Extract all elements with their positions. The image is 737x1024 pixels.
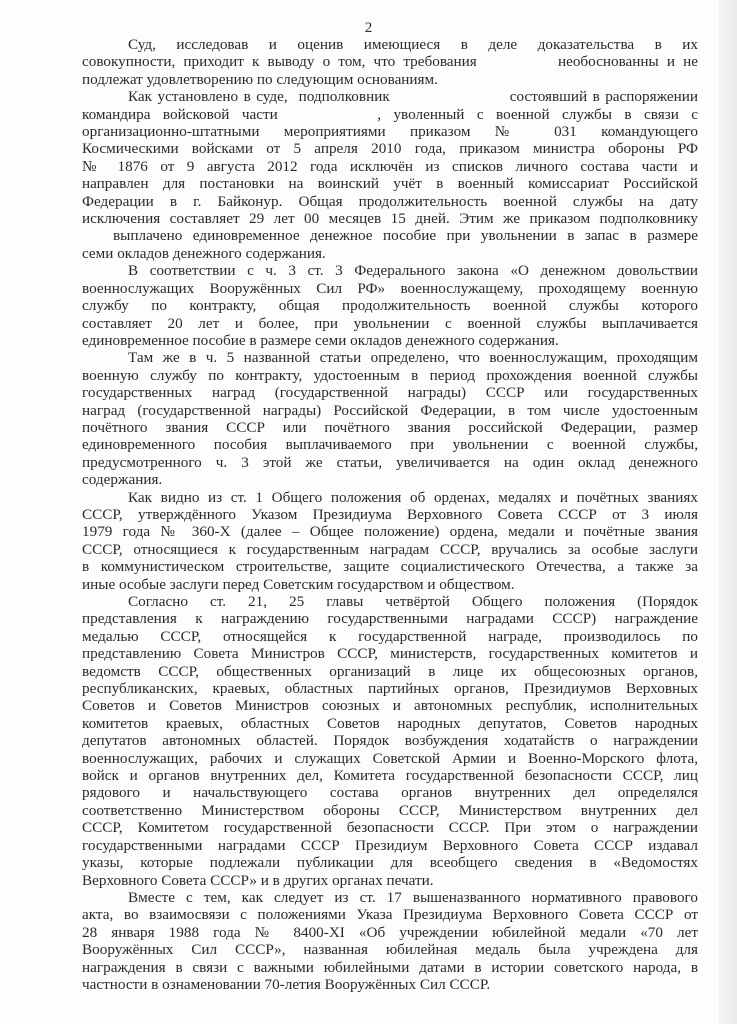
text-line: иные особые заслуги перед Советским государством и обществом. <box>82 575 515 593</box>
text-line: СССР, относящиеся к государственным наградам СССР, вручались за особые заслуги <box>82 540 698 558</box>
text-line: награждения в связи с важными юбилейными датами в истории советского народа, в <box>82 958 698 976</box>
text-line: Там же в ч. 5 названной статьи определено, что военнослужащим, проходящим <box>128 349 698 367</box>
paragraph <box>82 889 698 993</box>
text-line: республиканских, краевых, областных партийных органов, Президиумов Верховных <box>82 680 698 698</box>
document-body <box>82 36 698 993</box>
text-line: Вооружённых Сил СССР», названная юбилейная медаль была учреждена для <box>82 941 698 959</box>
text-line: В соответствии с ч. 3 ст. 3 Федерального закона «О денежном довольствии <box>128 262 698 280</box>
text-line: военнослужащих, рабочих и служащих Советской Армии и Военно-Морского флота, <box>82 749 698 767</box>
text-line: в коммунистическом строительстве, защите социалистического Отечества, а также за <box>82 558 698 576</box>
text-line: частности в ознаменовании 70-летия Вооружённых Сил СССР. <box>82 975 491 993</box>
text-line: наград (государственной награды) Российской Федерации, в том числе удостоенным <box>82 401 698 419</box>
text-line: единовременного пособия выплачиваемого при увольнении с военной службы, <box>82 436 698 454</box>
text-line: № 1876 от 9 августа 2012 года исключён из списков личного состава части и <box>82 157 698 175</box>
scan-edge <box>719 0 737 1024</box>
text-line: комитетов краевых, областных Советов народных депутатов, Советов народных <box>82 714 698 732</box>
text-line: семи окладов денежного содержания. <box>82 244 326 262</box>
text-line: составляет 20 лет и более, при увольнении с военной службы выплачивается <box>82 314 698 332</box>
paragraph <box>82 36 698 88</box>
text-line: СССР, утверждённого Указом Президиума Верховного Совета СССР от 3 июля <box>82 505 698 523</box>
text-line: военнослужащих Вооружённых Сил РФ» военнослужащему, проходящему военную <box>82 279 698 297</box>
text-line: представлению Совета Министров СССР, министерств, государственных комитетов и <box>82 645 698 663</box>
text-line: направлен для постановки на воинский учёт в военный комиссариат Российской <box>82 175 698 193</box>
text-line: указы, которые подлежали публикации для всеобщего сведения в «Ведомостях <box>82 854 698 872</box>
text-line: СССР, Комитетом государственной безопасности СССР. При этом о награждении <box>82 819 698 837</box>
text-line: рядового и начальствующего состава органов внутренних дел определялся <box>82 784 698 802</box>
text-line: акта, во взаимосвязи с положениями Указа Президиума Верховного Совета СССР от <box>82 906 698 924</box>
text-line: Верховного Совета СССР» и в других органах печати. <box>82 871 434 889</box>
text-line: ведомств СССР, общественных организаций в лице их общесоюзных органов, <box>82 662 698 680</box>
text-line: Космическими войсками от 5 апреля 2010 года, приказом министра обороны РФ <box>82 140 698 158</box>
text-line: военную службу по контракту, удостоенным в период прохождения военной службы <box>82 366 698 384</box>
text-line: службу по контракту, общая продолжительность военной службы которого <box>82 297 698 315</box>
text-line: командира войсковой части , уволенный с военной службы в связи с <box>82 105 698 123</box>
text-line: государственными наградами СССР Президиум Верховного Совета СССР издавал <box>82 836 698 854</box>
text-line: Как видно из ст. 1 Общего положения об орденах, медалях и почётных званиях <box>128 488 698 506</box>
text-line: единовременное пособие в размере семи окладов денежного содержания. <box>82 331 559 349</box>
text-line: Как установлено в суде, подполковник состоявший в распоряжении <box>128 88 698 106</box>
text-line: выплачено единовременное денежное пособие при увольнении в запас в размере <box>113 227 698 245</box>
paragraph <box>82 489 698 593</box>
text-line: 28 января 1988 года № 8400-XI «Об учреждении юбилейной медали «70 лет <box>82 923 698 941</box>
text-line: Согласно ст. 21, 25 главы четвёртой Общего положения (Порядок <box>128 593 698 610</box>
text-line: представления к награждению государственными наградами СССР) награждение <box>82 610 698 628</box>
text-line: Суд, исследовав и оценив имеющиеся в деле доказательства в их <box>128 36 698 53</box>
text-line: почётного звания СССР или почётного звания российской Федерации, размер <box>82 418 698 436</box>
text-line: Советов и Советов Министров союзных и автономных республик, исполнительных <box>82 697 698 715</box>
text-line: исключения составляет 29 лет 00 месяцев 15 дней. Этим же приказом подполковнику <box>82 210 698 228</box>
text-line: депутатов автономных областей. Порядок возбуждения ходатайств о награждении <box>82 732 698 750</box>
text-line: подлежат удовлетворению по следующим основаниям. <box>82 70 438 88</box>
text-line: государственных наград (государственной награды) СССР или государственных <box>82 384 698 402</box>
text-line: организационно-штатными мероприятиями приказом № 031 командующего <box>82 123 698 141</box>
paragraph <box>82 593 698 889</box>
text-line: войск и органов внутренних дел, Комитета государственной безопасности СССР, лиц <box>82 767 698 785</box>
paragraph <box>82 349 698 488</box>
text-line: совокупности, приходит к выводу о том, что требования необоснованны и не <box>82 53 698 71</box>
text-line: Вместе с тем, как следует из ст. 17 вышеназванного нормативного правового <box>128 888 698 906</box>
text-line: содержания. <box>82 471 163 489</box>
page-number: 2 <box>364 20 373 36</box>
text-line: 1979 года № 360-Х (далее – Общее положение) ордена, медали и почётные звания <box>82 523 698 541</box>
text-line: предусмотренного ч. 3 этой же статьи, увеличивается на один оклад денежного <box>82 453 698 471</box>
paragraph <box>82 262 698 349</box>
text-line: медалью СССР, относящейся к государственной награде, производилось по <box>82 627 698 645</box>
paragraph <box>82 88 698 262</box>
text-line: соответственно Министерством обороны СССР, Министерством внутренних дел <box>82 801 698 819</box>
text-line: Федерации в г. Байконур. Общая продолжительность военной службы на дату <box>82 192 698 210</box>
